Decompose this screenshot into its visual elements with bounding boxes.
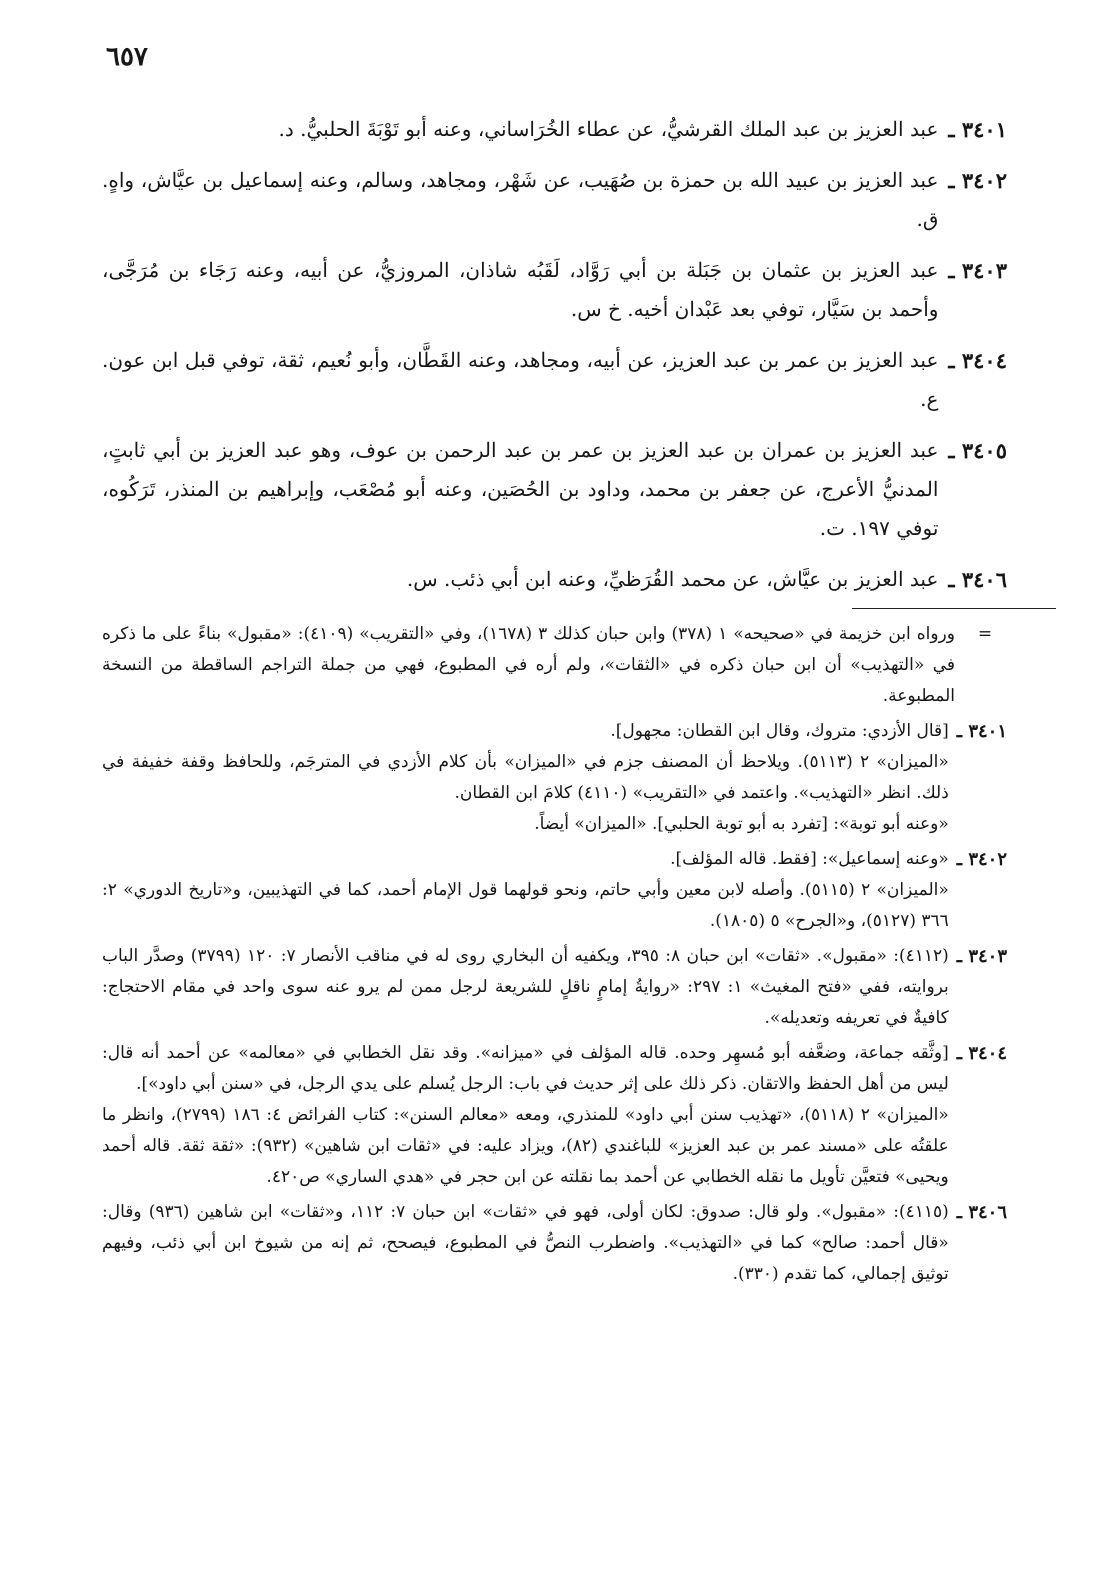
footnote-number: ٣٤٠٦ ـ bbox=[956, 1202, 1007, 1223]
footnote-paragraph: «الميزان» ٢ (٥١١٨)، «تهذيب سنن أبي داود» للمنذري، ومعه «معالم السنن»: كتاب الفرائض ٤: ١٨٦ (٢٧٩٩)، وانظر ما علقتُه على «مسند عمر بن عبد العزيز» للباغندي (٨٢)، ويزاد عليه: في «ثقات ابن شاهين» (٩٣٢): «ثقة ثقة. قاله أحمد ويحيى» فتعيَّن تأويل ما نقله الخطابي عن أحمد بما نقلته عن ابن حجر في «هدي الساري» ص٤٢٠. bbox=[102, 1105, 949, 1187]
biography-entries bbox=[102, 110, 1007, 611]
footnote-paragraph: (٤١١٢): «مقبول». «ثقات» ابن حبان ٨: ٣٩٥، ويكفيه أن البخاري روى له في مناقب الأنصار ٧: ١٢٠ (٣٧٩٩) وصدَّر الباب بروايته، ففي «فتح المغيث» ١: ٢٩٧: «روايةُ إمامٍ ناقلٍ للشريعة لرجل ممن لم يرو عنه سوى واحد في مقام الاحتجاج: كافيةٌ في تعريفه وتعديله». bbox=[102, 946, 949, 1028]
footnotes bbox=[102, 619, 1007, 1294]
footnote-3406 bbox=[102, 1197, 1007, 1290]
entry-text: عبد العزيز بن عمران بن عبد العزيز بن عمر بن عبد الرحمن بن عوف، وهو عبد العزيز بن أبي ثابتٍ، المدنيُّ الأعرج، عن جعفر بن محمد، وداود بن الحُصَين، وعنه أبو مُصْعَب، وإبراهيم بن المنذر، تَرَكُوه، توفي ١٩٧. ت. bbox=[102, 438, 939, 540]
entry-text: عبد العزيز بن عبد الملك القرشيُّ، عن عطاء الخُرَاساني، وعنه أبو تَوْبَةَ الحلبيُّ. د. bbox=[278, 117, 939, 141]
page-number: ٦٥٧ bbox=[106, 42, 148, 72]
footnote-paragraph: «الميزان» ٢ (٥١١٣). ويلاحظ أن المصنف جزم في «الميزان» بأن كلام الأزدي في المترجَم، وللحافظ وقفة خفيفة في ذلك. انظر «التهذيب». واعتمد في «التقريب» (٤١١٠) كلامَ ابن القطان. bbox=[102, 752, 949, 803]
entry-number: ٣٤٠٣ ـ bbox=[948, 258, 1007, 283]
footnote-separator bbox=[852, 608, 1056, 609]
footnote-paragraph: (٤١١٥): «مقبول». ولو قال: صدوق: لكان أولى، فهو في «ثقات» ابن حبان ٧: ١١٢، و«ثقات» ابن شاهين (٩٣٦) وقال: «قال أحمد: صالح» كما في «التهذيب». واضطرب النصُّ في المطبوع، فيصحح، ثم إنه من شيوخ ابن أبي ذئب، وفيهم توثيق إجمالي، كما تقدم (٣٣٠). bbox=[102, 1202, 949, 1284]
footnote-3401 bbox=[102, 716, 1007, 840]
entry-3404 bbox=[102, 341, 1007, 419]
footnote-paragraph: «الميزان» ٢ (٥١١٥). وأصله لابن معين وأبي حاتم، ونحو قولهما قول الإمام أحمد، كما في التهذيبين، و«تاريخ الدوري» ٢: ٣٦٦ (٥١٢٧)، و«الجرح» ٥ (١٨٠٥). bbox=[102, 880, 949, 931]
footnote-number: ٣٤٠١ ـ bbox=[956, 721, 1007, 742]
entry-3405 bbox=[102, 431, 1007, 548]
entry-text: عبد العزيز بن عبيد الله بن حمزة بن صُهَيب، عن شَهْر، ومجاهد، وسالم، وعنه إسماعيل بن عيَّاش، واهٍ. ق. bbox=[102, 168, 939, 231]
footnote-paragraph: ورواه ابن خزيمة في «صحيحه» ١ (٣٧٨) وابن حبان كذلك ٣ (١٦٧٨)، وفي «التقريب» (٤١٠٩): «مقبول» بناءً على ما ذكره في «التهذيب» أن ابن حبان ذكره في «الثقات»، ولم أره في المطبوع، فهي من جملة التراجم الساقطة من النسخة المطبوعة. bbox=[102, 624, 955, 706]
entry-text: عبد العزيز بن عمر بن عبد العزيز، عن أبيه، ومجاهد، وعنه القَطَّان، وأبو نُعيم، ثقة، توفي قبل ابن عون. ع. bbox=[102, 348, 939, 411]
footnote-paragraph: [وثَّقه جماعة، وضعَّفه أبو مُسهِر وحده. قاله المؤلف في «ميزانه». وقد نقل الخطابي في «معالمه» عن أحمد أنه قال: ليس من أهل الحفظ والاتقان. ذكر ذلك على إثر حديث في باب: الرجل يُسلم على يدي الرجل، في «سنن أبي داود»]. bbox=[102, 1043, 949, 1094]
entry-3406 bbox=[102, 560, 1007, 599]
footnote-number: ٣٤٠٢ ـ bbox=[956, 849, 1007, 870]
footnote-number: ٣٤٠٤ ـ bbox=[956, 1043, 1007, 1064]
footnote-3404 bbox=[102, 1038, 1007, 1193]
entry-3401 bbox=[102, 110, 1007, 149]
footnote-continuation bbox=[102, 619, 1007, 712]
entry-number: ٣٤٠٤ ـ bbox=[948, 348, 1007, 373]
footnote-paragraph: [قال الأزدي: متروك، وقال ابن القطان: مجهول]. bbox=[610, 721, 949, 741]
continuation-mark: = bbox=[977, 624, 993, 644]
entry-3402 bbox=[102, 161, 1007, 239]
entry-number: ٣٤٠٦ ـ bbox=[948, 567, 1007, 592]
footnote-paragraph: «وعنه إسماعيل»: [فقط. قاله المؤلف]. bbox=[670, 849, 949, 869]
entry-number: ٣٤٠٢ ـ bbox=[948, 168, 1007, 193]
entry-text: عبد العزيز بن عيَّاش، عن محمد القُرَظيِّ، وعنه ابن أبي ذئب. س. bbox=[406, 567, 939, 591]
entry-text: عبد العزيز بن عثمان بن جَبَلة بن أبي رَوَّاد، لَقَبُه شاذان، المروزيُّ، عن أبيه، وعنه رَجَاء بن مُرَجَّى، وأحمد بن سَيَّار، توفي بعد عَبْدان أخيه. خ س. bbox=[102, 258, 939, 321]
footnote-3403 bbox=[102, 941, 1007, 1034]
footnote-number: ٣٤٠٣ ـ bbox=[956, 946, 1007, 967]
entry-number: ٣٤٠١ ـ bbox=[948, 117, 1007, 142]
entry-3403 bbox=[102, 251, 1007, 329]
entry-number: ٣٤٠٥ ـ bbox=[948, 438, 1007, 463]
footnote-3402 bbox=[102, 844, 1007, 937]
footnote-paragraph: «وعنه أبو توبة»: [تفرد به أبو توبة الحلبي]. «الميزان» أيضاً. bbox=[534, 814, 949, 834]
